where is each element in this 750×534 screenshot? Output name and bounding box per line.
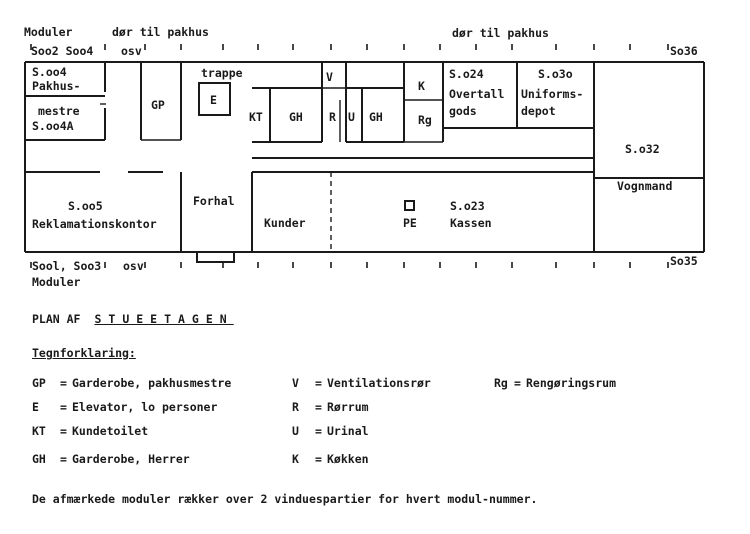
moduler-bottom-label: Moduler <box>32 275 81 289</box>
room-k-label: K <box>418 79 425 93</box>
room-s030-label-line3: depot <box>521 104 556 118</box>
legend-equals-sign: = <box>60 424 67 438</box>
legend-description: Urinal <box>327 424 369 438</box>
legend-code: KT <box>32 424 46 438</box>
room-kassen-label: Kassen <box>450 216 492 230</box>
legend-description: Garderobe, pakhusmestre <box>72 376 232 390</box>
legend-description: Rørrum <box>327 400 369 414</box>
room-pe-label: PE <box>403 216 417 230</box>
room-kt-label: KT <box>249 110 263 124</box>
room-s004-label: S.oo4 <box>32 65 67 79</box>
module-bottom-left-label: Sool, Soo3 <box>32 259 102 273</box>
legend-description: Køkken <box>327 452 369 466</box>
room-rg-label: Rg <box>418 113 432 127</box>
module-top-left-label: Soo2 Soo4 <box>31 44 94 58</box>
legend-equals-sign: = <box>60 400 67 414</box>
legend-equals-sign: = <box>315 376 322 390</box>
osv-top-label: osv <box>121 44 142 58</box>
room-s005-label: S.oo5 <box>68 199 103 213</box>
door-left-label: dør til pakhus <box>112 25 209 39</box>
legend-note: De afmærkede moduler rækker over 2 vinduespartier for hvert modul-nummer. <box>32 492 538 506</box>
interior-walls <box>25 62 704 262</box>
legend-code: Rg <box>494 376 508 390</box>
moduler-top-label: Moduler <box>24 25 73 39</box>
door-right-label: dør til pakhus <box>452 26 549 40</box>
legend-code: V <box>292 376 299 390</box>
room-forhal-label: Forhal <box>193 194 235 208</box>
legend-code: GH <box>32 452 46 466</box>
room-s004a-label: mestre <box>38 104 80 118</box>
legend-equals-sign: = <box>315 400 322 414</box>
room-v-label: V <box>326 70 333 84</box>
room-s023-label: S.o23 <box>450 199 485 213</box>
room-gh1-label: GH <box>289 110 303 124</box>
room-gp-label: GP <box>151 98 165 112</box>
legend-description: Ventilationsrør <box>327 376 431 390</box>
plan-title-prefix: PLAN AF <box>32 312 81 326</box>
module-bottom-right-label: So35 <box>670 254 698 268</box>
room-kunder-label: Kunder <box>264 216 306 230</box>
room-trappe-label: trappe <box>201 66 243 80</box>
room-s024-label-line3: gods <box>449 104 477 118</box>
room-s024-label-line2: Overtall <box>449 87 505 101</box>
legend-code: K <box>292 452 299 466</box>
legend-description: Elevator, lo personer <box>72 400 218 414</box>
plan-title-word: STUEETAGEN <box>94 312 234 326</box>
legend-heading: Tegnforklaring: <box>32 346 136 360</box>
room-s030-label-line2: Uniforms- <box>521 87 584 101</box>
legend-equals-sign: = <box>60 452 67 466</box>
module-top-right-label: So36 <box>670 44 698 58</box>
plan-title <box>32 312 234 326</box>
room-reklamation-label: Reklamationskontor <box>32 217 157 231</box>
room-elevator-label: E <box>210 93 217 107</box>
room-s004a-label-line2: S.oo4A <box>32 119 74 133</box>
legend-equals-sign: = <box>315 452 322 466</box>
legend-code: R <box>292 400 299 414</box>
legend-equals-sign: = <box>315 424 322 438</box>
room-u-label: U <box>348 110 355 124</box>
room-s030-label: S.o3o <box>538 67 573 81</box>
legend-description: Rengøringsrum <box>526 376 617 390</box>
room-r-label: R <box>329 110 336 124</box>
room-s004-label-line2: Pakhus- <box>32 79 81 93</box>
legend-code: E <box>32 400 39 414</box>
room-s032-label: S.o32 <box>625 142 660 156</box>
room-vognmand-label: Vognmand <box>617 179 673 193</box>
legend-equals-sign: = <box>514 376 521 390</box>
legend-description: Garderobe, Herrer <box>72 452 190 466</box>
room-gh2-label: GH <box>369 110 383 124</box>
room-s024-label: S.o24 <box>449 67 484 81</box>
legend-description: Kundetoilet <box>72 424 149 438</box>
legend-code: GP <box>32 376 46 390</box>
legend-equals-sign: = <box>60 376 67 390</box>
osv-bottom-label: osv <box>123 259 144 273</box>
legend-code: U <box>292 424 299 438</box>
